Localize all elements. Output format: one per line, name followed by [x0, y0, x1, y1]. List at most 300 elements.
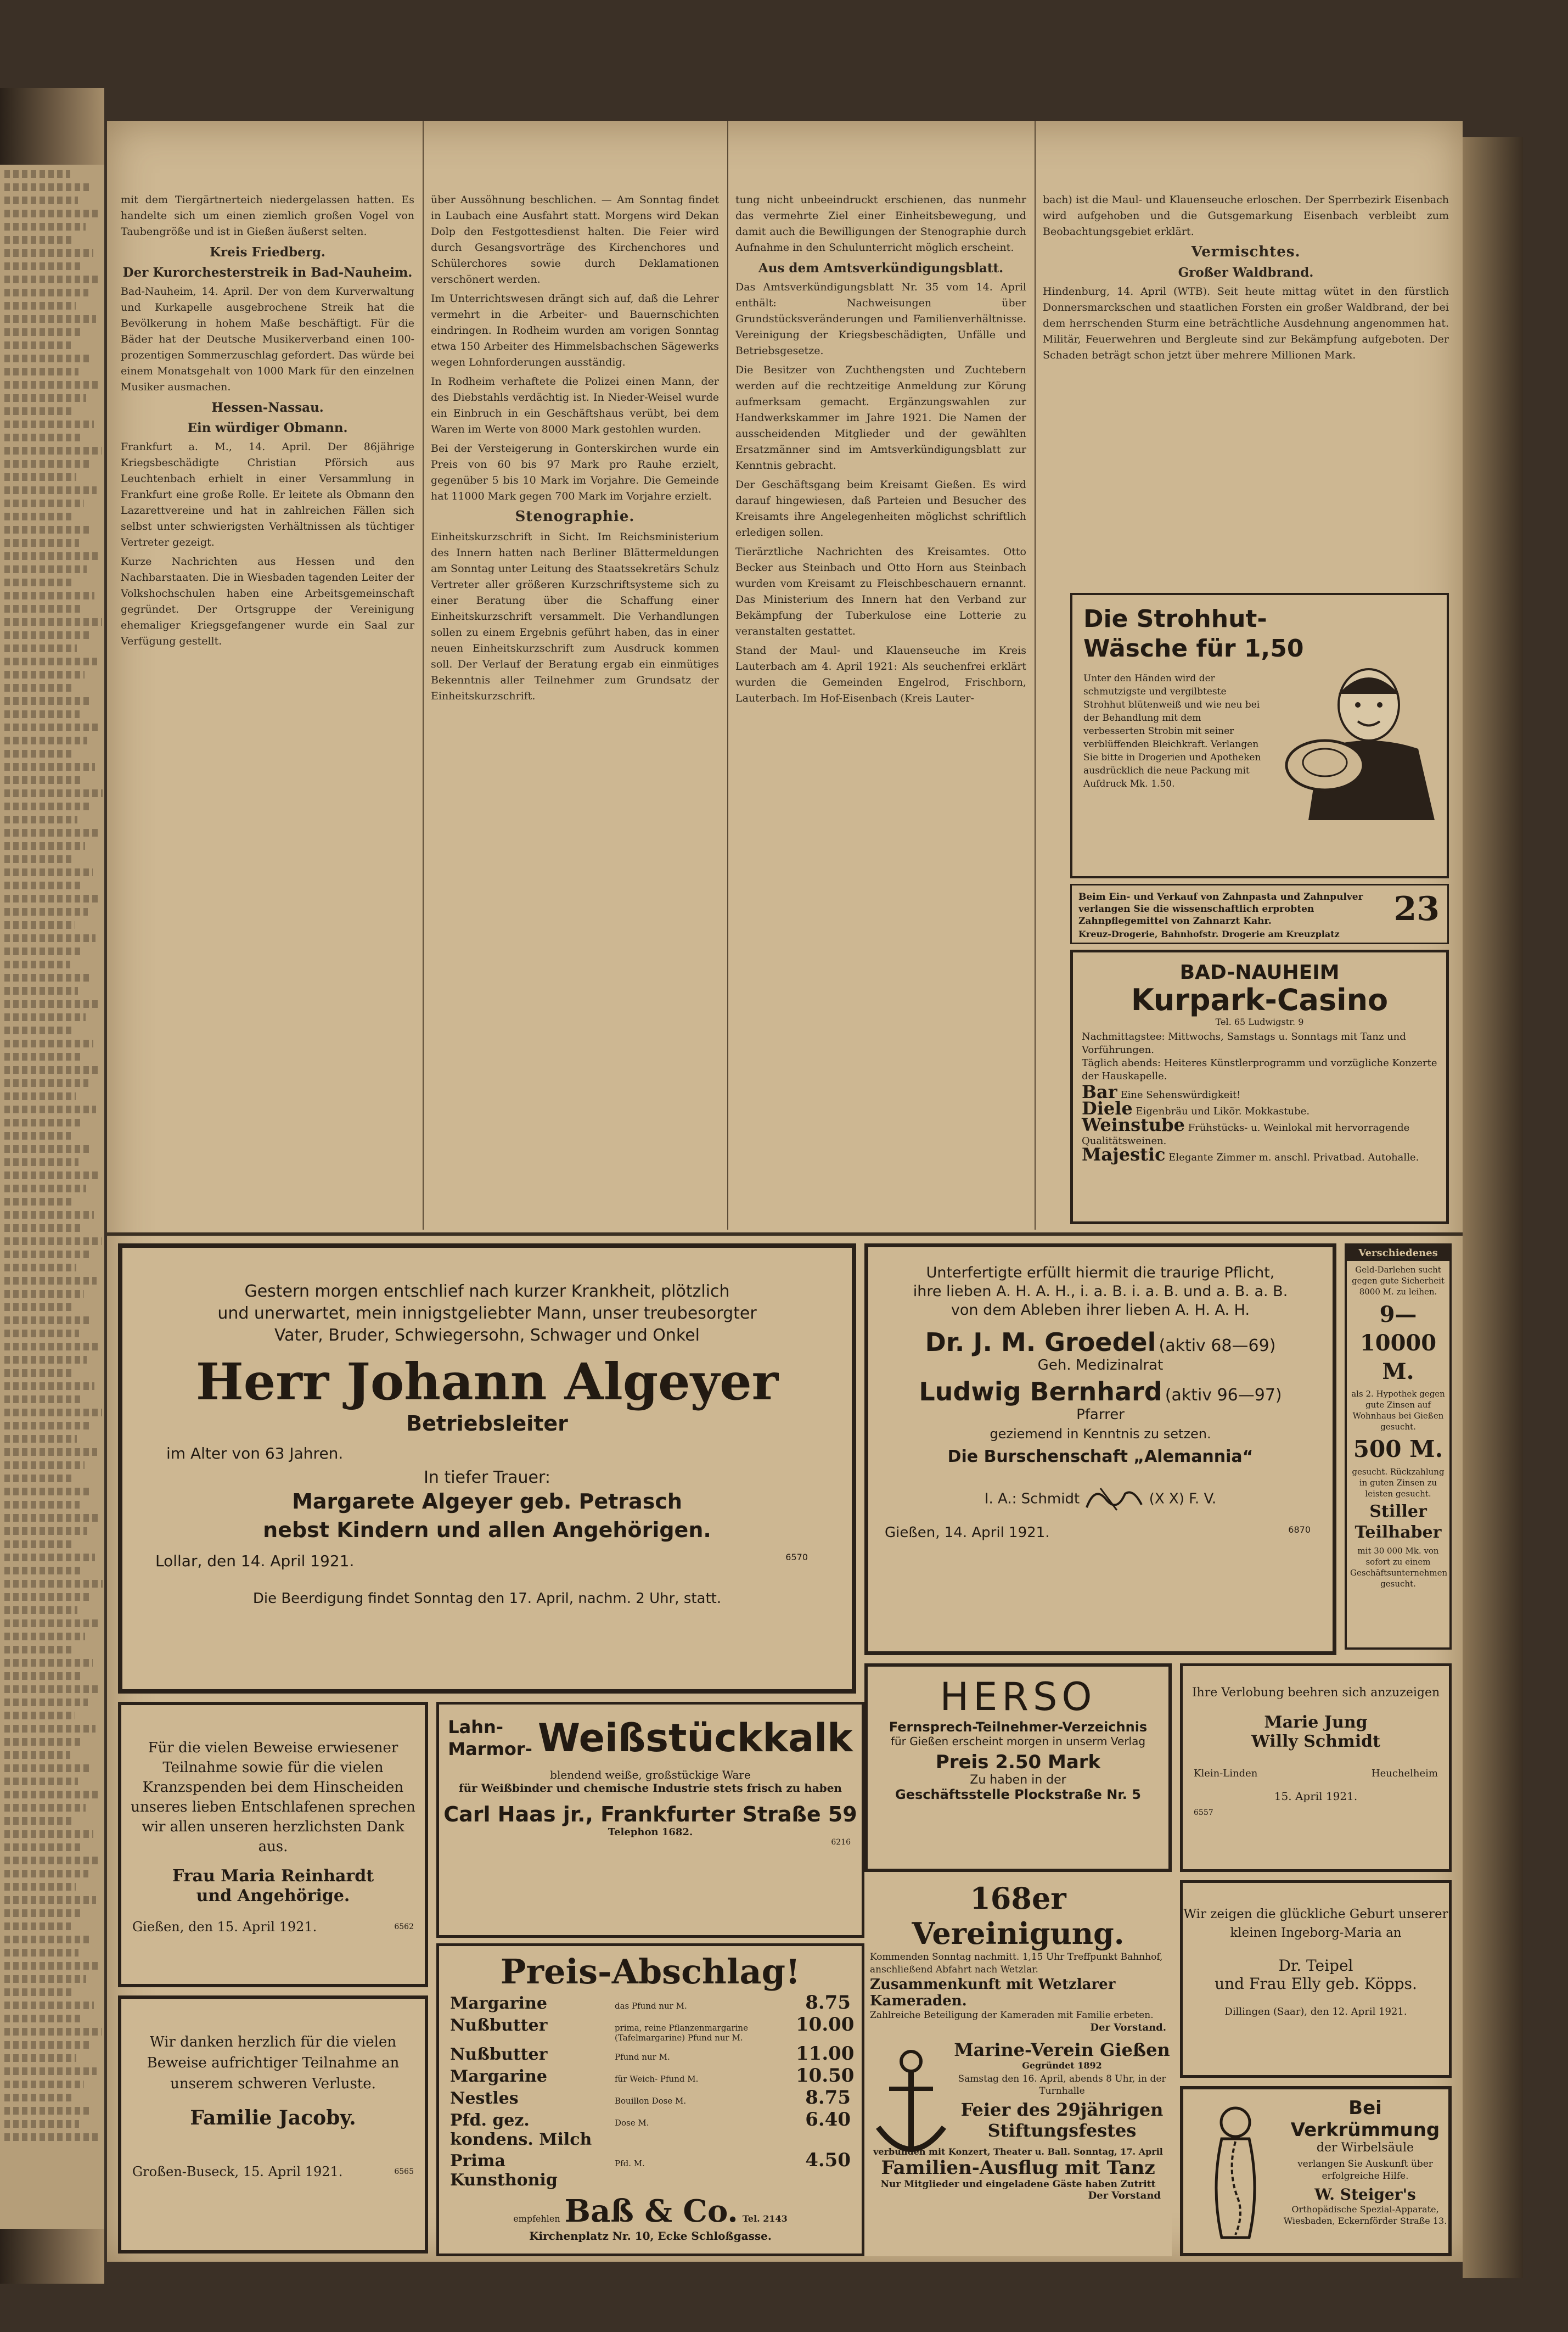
- thanks-signature: Familie Jacoby.: [190, 2106, 356, 2129]
- page-divider: [107, 1232, 1463, 1236]
- ad-label: Diele: [1082, 1098, 1133, 1119]
- facing-page-line: [4, 1435, 77, 1443]
- facing-page-line: [4, 592, 94, 599]
- product-desc: für Weich- Pfund M.: [615, 2074, 699, 2084]
- ad-name: Weißstückkalk: [537, 1716, 853, 1761]
- facing-page-line: [4, 1092, 76, 1100]
- facing-page-line: [4, 868, 93, 876]
- ad-number: 6562: [394, 1922, 414, 1931]
- facing-page-line: [4, 1698, 88, 1706]
- ad-title: Marine-Verein Gießen: [954, 2039, 1170, 2060]
- facing-page-line: [4, 763, 95, 771]
- ad-label: Bar: [1082, 1081, 1117, 1102]
- alemannia-notice: [864, 1243, 1336, 1655]
- facing-page-line: [4, 1540, 75, 1548]
- facing-page-line: [4, 579, 74, 586]
- facing-page-line: [4, 895, 100, 902]
- facing-page-line: [4, 210, 98, 217]
- ad-line: Kommenden Sonntag nachmitt. 1,15 Uhr Treffpunkt Bahnhof, anschließend Abfahrt nach Wetzlar.: [870, 1952, 1163, 1975]
- facing-page-line: [4, 1883, 76, 1891]
- facing-page-line: [4, 1303, 71, 1311]
- notice-place: Heuchelheim: [1371, 1768, 1438, 1779]
- signature-suffix: (X X) F. V.: [1149, 1490, 1217, 1507]
- facing-page-line: [4, 1738, 83, 1746]
- marine-verein-ad: [864, 2039, 1172, 2256]
- facing-page-line: [4, 2081, 84, 2088]
- thanks-line: wir allen unseren herzlichsten Dank: [142, 1819, 404, 1835]
- facing-page-line: [4, 697, 92, 705]
- facing-page-line: [4, 1843, 81, 1851]
- facing-page-line: [4, 1040, 93, 1047]
- thanks-line: aus.: [258, 1838, 288, 1855]
- ad-line: Gegründet 1892: [1022, 2060, 1102, 2071]
- article-heading: Großer Waldbrand.: [1178, 265, 1314, 280]
- facing-page-line: [4, 1962, 99, 1970]
- ad-number: 6565: [394, 2167, 414, 2176]
- facing-page-line: [4, 829, 98, 837]
- ad-title: Die Strohhut-: [1083, 605, 1267, 633]
- ad-top: BAD-NAUHEIM: [1179, 961, 1340, 984]
- facing-page-line: [4, 1672, 80, 1680]
- person-active: (aktiv 96—97): [1165, 1386, 1282, 1405]
- facing-page-line: [4, 1817, 73, 1825]
- facing-page-line: [4, 921, 75, 929]
- notice-line: Ihre Verlobung beehren sich anzuzeigen: [1192, 1686, 1440, 1700]
- facing-page-line: [4, 1053, 81, 1061]
- ad-line: Eine Sehenswürdigkeit!: [1120, 1089, 1241, 1101]
- facing-page-line: [4, 1593, 90, 1601]
- facing-page-line: [4, 1409, 102, 1416]
- facing-page-line: [4, 2015, 81, 2022]
- ad-number: 6216: [831, 1838, 851, 1847]
- ad-label: Weinstube: [1082, 1114, 1185, 1135]
- facing-page-line: [4, 1804, 86, 1812]
- person-name: Dr. Teipel: [1278, 1957, 1353, 1975]
- product-price: 8.75: [805, 2087, 851, 2109]
- section-heading: Stenographie.: [515, 508, 635, 525]
- ad-line: Täglich abends: Heiteres Künstlerprogramm und vorzügliche Konzerte der Hauskapelle.: [1082, 1057, 1437, 1082]
- product-desc: prima, reine Pflanzenmargarine (Tafelmargarine) Pfund nur M.: [615, 2023, 748, 2043]
- facing-page-line: [4, 1132, 71, 1140]
- price-row: [450, 2087, 851, 2109]
- ad-text: Beim Ein- und Verkauf von Zahnpasta und Zahnpulver verlangen Sie die wissenschaftlich erprobten Zahnpflegemittel von Zahnarzt Kahr.: [1078, 892, 1363, 927]
- ad-firm: Baß & Co.: [564, 2193, 738, 2229]
- family-line: nebst Kindern und allen Angehörigen.: [263, 1518, 711, 1542]
- facing-page-line: [4, 1237, 102, 1245]
- product-price: 8.75: [805, 1992, 851, 2014]
- product-price: 11.00: [796, 2043, 855, 2065]
- jacoby-thanks: [118, 1995, 428, 2253]
- ad-line: Geschäftsstelle Plockstraße Nr. 5: [895, 1787, 1141, 1802]
- section-heading: Kreis Friedberg.: [210, 245, 325, 260]
- kurpark-casino-ad: [1070, 950, 1449, 1224]
- facing-page-line: [4, 1619, 98, 1627]
- obituary-line: Vater, Bruder, Schwiegersohn, Schwager und Onkel: [274, 1326, 700, 1345]
- facing-page-line: [4, 855, 72, 863]
- ad-signature: Der Vorstand: [1088, 2190, 1161, 2201]
- thanks-place: Großen-Buseck, 15. April 1921.: [132, 2164, 343, 2179]
- facing-page-line: [4, 618, 102, 626]
- facing-page-line: [4, 961, 70, 968]
- ad-price: Preis 2.50 Mark: [935, 1751, 1101, 1773]
- ad-line: Eigenbräu und Likör. Mokkastube.: [1136, 1106, 1310, 1117]
- price-row: [450, 2065, 855, 2087]
- 168er-vereinigung-ad: [864, 1877, 1172, 2037]
- thanks-line: Für die vielen Beweise erwiesener: [148, 1740, 398, 1756]
- person-title: Geh. Medizinalrat: [1037, 1357, 1164, 1374]
- facing-page-line: [4, 1606, 77, 1614]
- facing-page-line: [4, 473, 76, 481]
- notice-line: Wir zeigen die glückliche Geburt unserer: [1183, 1907, 1448, 1921]
- facing-page-line: [4, 486, 97, 494]
- article-text: Bad-Nauheim, 14. April. Der von dem Kurverwaltung und Kurkapelle ausgebrochene Streik hat die Bevölkerung in hohem Maße beschäftigt. Für die Bäder hat der Deutsche Musikerverband einen 100-prozentigen Sommerzuschlag gefordert. Das würde bei einem Monatsgehalt von 1000 Mark für den einzelnen Musiker ausmachen.: [121, 285, 414, 393]
- person-name: Marie Jung: [1264, 1713, 1368, 1732]
- facing-page-line: [4, 2054, 76, 2062]
- ad-title: Preis-Abschlag!: [500, 1952, 801, 1992]
- facing-page-line: [4, 2107, 92, 2115]
- ad-line: Nur Mitglieder und eingeladene Gäste haben Zutritt: [880, 2179, 1156, 2190]
- facing-page-line: [4, 394, 86, 402]
- facing-page-line: [4, 1461, 85, 1469]
- ad-line: Zahlreiche Beteiligung der Kameraden mit Familie erbeten.: [870, 2010, 1154, 2021]
- verschiedenes-column: [1345, 1243, 1452, 1650]
- facing-page-line: [4, 1343, 99, 1350]
- facing-page-line: [4, 2028, 102, 2036]
- facing-page-line: [4, 183, 91, 191]
- article-text: Hindenburg, 14. April (WTB). Seit heute mittag wütet in den fürstlich Donnersmarckschen und staatlichen Forsten ein großer Waldbrand, der bei dem herrschenden Sturm eine beträchtliche Ausdehnung angenommen hat. Militär, Feuerwehren und Bergleute sind zur Bekämpfung aufgeboten. Der Schaden beträgt schon jetzt über mehrere Millionen Mark.: [1043, 285, 1449, 361]
- article-text: über Aussöhnung beschlichen. — Am Sonntag findet in Laubach eine Ausfahrt statt. Morgens wird Dekan Dolp den Festgottesdienst halten. Die Feier wird durch Gesangsvorträge des Kirchenchores und Schülerchores sowie durch Deklamationen verschönert werden.: [431, 194, 719, 285]
- thanks-line: Wir danken herzlich für die vielen: [149, 2034, 397, 2050]
- facing-page-line: [4, 1778, 78, 1785]
- deceased-name: Herr Johann Algeyer: [195, 1352, 779, 1411]
- newspaper-page: [107, 121, 1463, 2262]
- ad-line: Frühstücks- u. Weinlokal mit hervorragende Qualitätsweinen.: [1082, 1122, 1410, 1147]
- thanks-line: Beweise aufrichtiger Teilnahme an: [147, 2055, 400, 2071]
- facing-page-line: [4, 407, 74, 415]
- product-desc: Pfund nur M.: [615, 2052, 670, 2062]
- price-row: [450, 2043, 855, 2065]
- price-list: [450, 1992, 855, 2190]
- article-text: Kurze Nachrichten aus Hessen und den Nachbarstaaten. Die in Wiesbaden tagenden Leiter der Volkshochschulen haben eine Arbeitsgemeinschaft gegründet. Der Ortsgruppe der Vereinigung ehemaliger Kriegsgefangener wurde ein Saal zur Verfügung gestellt.: [121, 556, 414, 647]
- facing-page-line: [4, 1830, 93, 1838]
- ad-price: 23: [1393, 890, 1440, 928]
- facing-page-line: [4, 1659, 93, 1667]
- facing-page-line: [4, 170, 70, 178]
- section-heading: Vermischtes.: [1191, 244, 1301, 260]
- facing-page-line: [4, 1791, 98, 1798]
- facing-page-line: [4, 1382, 94, 1390]
- facing-page-line: [4, 1909, 83, 1917]
- person-title: Pfarrer: [1076, 1406, 1125, 1423]
- ad-headline: Familien-Ausflug mit Tanz: [881, 2157, 1155, 2179]
- facing-page-line: [4, 1422, 89, 1430]
- article-text: mit dem Tiergärtnerteich niedergelassen hatten. Es handelte sich um einen ziemlich großen Vogel von Taubengröße und ist in Gießen äußerst selten.: [121, 194, 414, 238]
- deceased-age: im Alter von 63 Jahren.: [166, 1444, 344, 1462]
- facing-page-line: [4, 974, 91, 982]
- facing-page-line: [4, 1198, 74, 1206]
- ad-firm: W. Steiger's: [1314, 2185, 1416, 2204]
- facing-page-line: [4, 710, 80, 718]
- thanks-signature: Frau Maria Reinhardt: [172, 1866, 374, 1886]
- facing-page-line: [4, 341, 71, 349]
- facing-page-line: [4, 434, 81, 441]
- article-text: Im Unterrichtswesen drängt sich auf, daß die Lehrer vermehrt in die Arbeiter- und Bauernschichten eindringen. In Rodheim wurden am vorigen Sonntag etwa 150 Arbeiter des Himmelsbachschen Sägewerks wegen Lohnforderungen ausständig.: [431, 293, 719, 368]
- facing-page-line: [4, 1685, 100, 1693]
- facing-page-line: [4, 776, 82, 784]
- facing-page-line: [4, 1369, 74, 1377]
- facing-page-line: [4, 1896, 96, 1904]
- facing-page-line: [4, 513, 71, 520]
- facing-page-line: [4, 631, 89, 639]
- column-rule: [423, 121, 424, 1230]
- facing-page-line: [4, 1857, 101, 1864]
- facing-page-line: [4, 737, 87, 744]
- facing-page-line: [4, 223, 86, 231]
- facing-page-line: [4, 2133, 99, 2141]
- article-column-3: [735, 192, 1026, 1224]
- article-text: Frankfurt a. M., 14. April. Der 86jährige Kriegsbeschädigte Christian Pförsich aus Leuchtenbach erhielt in einer Versammlung in Frankfurt eine große Rolle. Er leitete als Obmann den Lazarettvereine und hat in zahlreichen Fällen sich selbst unter schwierigsten Verhältnissen als tüchtiger Vertreter gezeigt.: [121, 441, 414, 548]
- ad-line: Nachmittagstee: Mittwochs, Samstags u. Sonntags mit Tanz und Vorführungen.: [1082, 1031, 1406, 1056]
- preis-abschlag-ad: [436, 1943, 864, 2256]
- funeral-note: Die Beerdigung findet Sonntag den 17. April, nachm. 2 Uhr, statt.: [252, 1590, 722, 1607]
- facing-page-line: [4, 552, 99, 560]
- ad-price: für 1,50: [1196, 635, 1304, 663]
- ad-line: Samstag den 16. April, abends 8 Uhr, in der Turnhalle: [958, 2073, 1166, 2096]
- thanks-line: Teilnahme sowie für die vielen: [162, 1759, 384, 1776]
- product-name: Nestles: [450, 2089, 519, 2108]
- facing-page-line: [4, 1922, 71, 1930]
- obituary-line: und unerwartet, mein innigstgeliebter Mann, unser treubesorgter: [217, 1304, 757, 1323]
- facing-page-line: [4, 381, 99, 389]
- article-heading: Ein würdiger Obmann.: [187, 421, 348, 435]
- facing-page-line: [4, 1356, 87, 1364]
- product-desc: Pfd. M.: [615, 2159, 645, 2168]
- facing-page-line: [4, 289, 88, 296]
- column-rule: [1035, 121, 1036, 1230]
- person-name: Ludwig Bernhard: [919, 1377, 1162, 1406]
- facing-page-line: [4, 1066, 101, 1074]
- ad-label: Majestic: [1082, 1144, 1166, 1165]
- facing-page-line: [4, 1764, 91, 1772]
- facing-page-line: [4, 276, 101, 283]
- facing-page-line: [4, 1580, 103, 1588]
- facing-page-line: [4, 750, 75, 758]
- facing-page-line: [4, 1567, 82, 1574]
- herso-ad: [864, 1663, 1172, 1872]
- classified-amount: 500 M.: [1353, 1436, 1443, 1462]
- facing-page-line: [4, 1725, 95, 1733]
- ad-headline: Feier des 29jährigen Stiftungsfestes: [960, 2099, 1164, 2141]
- algeyer-obituary: [118, 1243, 856, 1694]
- facing-page-line: [4, 987, 78, 995]
- facing-page-line: [4, 539, 79, 547]
- product-name: Pfd. gez. kondens. Milch: [450, 2111, 592, 2149]
- ad-body: Unter den Händen wird der schmutzigste und vergilbteste Strohhut blütenweiß und wie neu bei der Behandlung mit dem verbesserten Strobin mit seiner verblüffenden Bleichkraft. Verlangen Sie bitte in Drogerien und Apotheken ausdrücklich die neue Packung mit Aufdruck Mk. 1.50.: [1083, 673, 1261, 789]
- facing-page-line: [4, 1158, 78, 1166]
- mourning-label: In tiefer Trauer:: [424, 1468, 550, 1487]
- column-rule: [727, 121, 728, 1230]
- thanks-line: unserem schweren Verluste.: [170, 2076, 376, 2092]
- ad-line: Elegante Zimmer m. anschl. Privatbad. Autohalle.: [1168, 1152, 1419, 1163]
- facing-page-line: [4, 368, 78, 375]
- article-text: Bei der Versteigerung in Gonterskirchen wurde ein Preis von 60 bis 97 Mark pro Rauhe erzielt, gegenüber 5 bis 10 Mark im Vorjahre. Die Gemeinde hat 11000 Mark gegen 700 Mark im Vorjahre erzielt.: [431, 442, 719, 502]
- article-text: Das Amtsverkündigungsblatt Nr. 35 vom 14. April enthält: Nachweisungen über Grundstücksveränderungen und Familienverhältnisse. Vereinigung der Kriegsbeschädigten, Unfälle und Betriebsgesetze.: [735, 281, 1026, 357]
- ad-subtitle: der Wirbelsäule: [1316, 2141, 1414, 2155]
- facing-page-edge: [0, 165, 104, 2229]
- ad-line: Zu haben in der: [970, 1773, 1066, 1787]
- facing-page-line: [4, 1079, 88, 1087]
- article-text: Die Besitzer von Zuchthengsten und Zuchtebern werden auf die rechtzeitige Anmeldung zur Körung aufmerksam gemacht. Ergänzungswahlen zur Handwerkskammer im Jahre 1921. Die Namen der ausscheidenden Mitglieder und der gewählten Ersatzmänner sind im Amtsverkündigungsblatt zur Kenntnis gebracht.: [735, 364, 1026, 472]
- section-heading: Aus dem Amtsverkündigungsblatt.: [758, 261, 1004, 276]
- book-binding-right: [1463, 137, 1523, 2278]
- facing-page-line: [4, 671, 85, 679]
- ad-line: verlangen Sie Auskunft über erfolgreiche Hilfe.: [1297, 2159, 1433, 2182]
- facing-page-line: [4, 605, 82, 613]
- ad-intro: empfehlen: [513, 2213, 560, 2224]
- facing-page-line: [4, 302, 76, 310]
- steiger-ad: [1180, 2086, 1452, 2256]
- facing-page-line: [4, 1000, 98, 1008]
- ad-number: 6557: [1194, 1808, 1213, 1817]
- ad-phone: Tel. 2143: [742, 2213, 788, 2224]
- deceased-role: Betriebsleiter: [406, 1411, 568, 1436]
- classified-ad: Geld-Darlehen sucht gegen gute Sicherheit 8000 M. zu leihen.: [1352, 1265, 1445, 1297]
- ad-number: 6570: [785, 1552, 808, 1562]
- ad-line: für Weißbinder und chemische Industrie stets frisch zu haben: [459, 1781, 842, 1795]
- man-with-hat-illustration: [1275, 655, 1440, 820]
- ad-title: 168er Vereinigung.: [912, 1881, 1125, 1951]
- ad-line: für Gießen erscheint morgen in unserm Verlag: [890, 1735, 1146, 1748]
- facing-page-line: [4, 1949, 78, 1957]
- ad-phone: Telephon 1682.: [608, 1826, 693, 1838]
- facing-page-line: [4, 644, 77, 652]
- birth-notice: [1180, 1880, 1452, 2078]
- facing-page-line: [4, 1554, 95, 1561]
- facing-page-line: [4, 1027, 73, 1034]
- ad-name: Kurpark-Casino: [1131, 983, 1389, 1017]
- facing-page-line: [4, 842, 85, 850]
- person-active: (aktiv 68—69): [1159, 1336, 1276, 1355]
- facing-page-line: [4, 2120, 79, 2128]
- ad-footer: Kreuz-Drogerie, Bahnhofstr. Drogerie am Kreuzplatz: [1078, 929, 1340, 939]
- ad-line: verbunden mit Konzert, Theater u. Ball. Sonntag, 17. April: [873, 2146, 1163, 2157]
- facing-page-line: [4, 934, 95, 942]
- facing-page-line: [4, 1145, 91, 1153]
- facing-page-line: [4, 1211, 94, 1219]
- facing-page-line: [4, 1106, 96, 1113]
- facing-page-line: [4, 500, 84, 507]
- product-price: 4.50: [805, 2149, 851, 2171]
- ad-headline: Zusammenkunft mit Wetzlarer Kameraden.: [870, 1976, 1116, 2009]
- classified-ad: mit 30 000 Mk. von sofort zu einem Geschäftsunternehmen gesucht.: [1350, 1546, 1448, 1589]
- notice-place: Klein-Linden: [1194, 1768, 1258, 1779]
- facing-page-line: [4, 1277, 97, 1285]
- ad-title: Bei Verkrümmung: [1290, 2097, 1440, 2141]
- facing-page-line: [4, 355, 91, 362]
- strohhut-ad: [1070, 593, 1449, 878]
- anchor-icon: [870, 2045, 952, 2166]
- thanks-line: Kranzspenden bei dem Hinscheiden: [142, 1779, 404, 1796]
- article-column-2: [431, 192, 719, 1224]
- facing-page-line: [4, 1488, 92, 1495]
- facing-page-line: [4, 1171, 99, 1179]
- facing-page-line: [4, 1501, 80, 1509]
- spine-figure-illustration: [1189, 2100, 1282, 2243]
- product-desc: Bouillon Dose M.: [615, 2096, 687, 2106]
- signature-label: I. A.: Schmidt: [984, 1490, 1080, 1507]
- facing-page-line: [4, 658, 97, 665]
- facing-page-line: [4, 1633, 85, 1640]
- facing-page-line: [4, 1290, 84, 1298]
- facing-page-line: [4, 1119, 83, 1126]
- price-row: [450, 2014, 855, 2043]
- thanks-signature: und Angehörige.: [196, 1886, 350, 1905]
- article-text: bach) ist die Maul- und Klauenseuche erloschen. Der Sperrbezirk Eisenbach wird aufgehoben und die Gutsgemarkung Eisenbach verbleibt zum Beobachtungsgebiet erklärt.: [1043, 194, 1449, 238]
- facing-page-line: [4, 1870, 88, 1877]
- ad-address: Kirchenplatz Nr. 10, Ecke Schloßgasse.: [529, 2229, 772, 2243]
- person-name: Dr. J. M. Groedel: [925, 1327, 1156, 1357]
- product-desc: Dose M.: [615, 2118, 649, 2128]
- article-column-1: [121, 192, 414, 1224]
- notice-line: Unterfertigte erfüllt hiermit die traurige Pflicht,: [926, 1264, 1275, 1281]
- notice-place: Gießen, 14. April 1921.: [885, 1524, 1050, 1541]
- notice-place: Dillingen (Saar), den 12. April 1921.: [1224, 2006, 1407, 2017]
- facing-page-line: [4, 1330, 79, 1337]
- facing-page-line: [4, 460, 89, 468]
- facing-page-line: [4, 882, 80, 889]
- product-desc: das Pfund nur M.: [615, 2001, 687, 2011]
- product-name: Nußbutter: [450, 2045, 548, 2064]
- facing-page-line: [4, 447, 102, 455]
- weissstueckkalk-ad: [436, 1702, 864, 1938]
- product-price: 10.00: [796, 2014, 855, 2036]
- ad-name: HERSO: [940, 1674, 1097, 1719]
- facing-page-line: [4, 1975, 86, 1983]
- facing-page-line: [4, 249, 93, 257]
- ad-line: blendend weiße, großstückige Ware: [550, 1768, 751, 1781]
- facing-page-line: [4, 1751, 70, 1759]
- facing-page-line: [4, 1316, 92, 1324]
- facing-page-line: [4, 315, 96, 323]
- article-text: Der Geschäftsgang beim Kreisamt Gießen. Es wird darauf hingewiesen, daß Parteien und Besucher des Kreisamts ihre Angelegenheiten möglichst schriftlich erledigen sollen.: [735, 479, 1026, 539]
- ad-line: Orthopädische Spezial-Apparate, Wiesbaden, Eckernförder Straße 13.: [1283, 2204, 1447, 2226]
- facing-page-line: [4, 565, 87, 573]
- ad-prefix: Lahn-: [448, 1717, 504, 1737]
- facing-page-line: [4, 789, 103, 797]
- notice-line: ihre lieben A. H. A. H., i. a. B. i. a. B. und a. B. a. B.: [913, 1283, 1288, 1300]
- facing-page-line: [4, 2002, 94, 2009]
- signature-scribble: [1084, 1483, 1144, 1516]
- family-line: Margarete Algeyer geb. Petrasch: [292, 1489, 682, 1513]
- facing-page-line: [4, 526, 92, 534]
- article-column-4: [1043, 192, 1449, 571]
- facing-page-line: [4, 1185, 86, 1192]
- reinhardt-thanks: [118, 1702, 428, 1987]
- article-text: Einheitskurzschrift in Sicht. Im Reichsministerium des Innern hatten nach Berliner Blättermeldungen am Sonntag unter Leitung des Staatssekretärs Schulz Vertreter aller größeren Kurzschriftsysteme sich zu einer Beratung über die Schaffung einer Einheitskurzschrift versammelt. Die Verhandlungen sollen zu einem Ergebnis geführt haben, das in einer neuen Einheitskurzschrift zum Ausdruck kommen soll. Der Verlauf der Beratung ergab ein einmütiges Bekenntnis aller Teilnehmer zum Grundsatz der Einheitskurzschrift.: [431, 531, 719, 702]
- price-row: [450, 2109, 851, 2149]
- obituary-place: Lollar, den 14. April 1921.: [155, 1552, 355, 1570]
- facing-page-line: [4, 1712, 75, 1719]
- person-name: und Frau Elly geb. Köpps.: [1215, 1975, 1417, 1993]
- product-name: Nußbutter: [450, 2016, 548, 2035]
- facing-page-line: [4, 2094, 71, 2101]
- notice-line: kleinen Ingeborg-Maria an: [1230, 1926, 1402, 1940]
- thanks-place: Gießen, den 15. April 1921.: [132, 1919, 317, 1935]
- facing-page-line: [4, 1514, 100, 1522]
- article-text: Tierärztliche Nachrichten des Kreisamtes. Otto Becker aus Steinbach und Otto Horn aus Steinbach wurden vom Kreisamt zu Fleischbeschauern ernannt. Das Ministerium des Innern hat den Verband zur Bekämpfung der Tuberkulose eine Lotterie zu veranstalten gestattet.: [735, 546, 1026, 637]
- notice-date: 15. April 1921.: [1274, 1790, 1358, 1803]
- ad-phone: Tel. 65 Ludwigstr. 9: [1215, 1017, 1304, 1027]
